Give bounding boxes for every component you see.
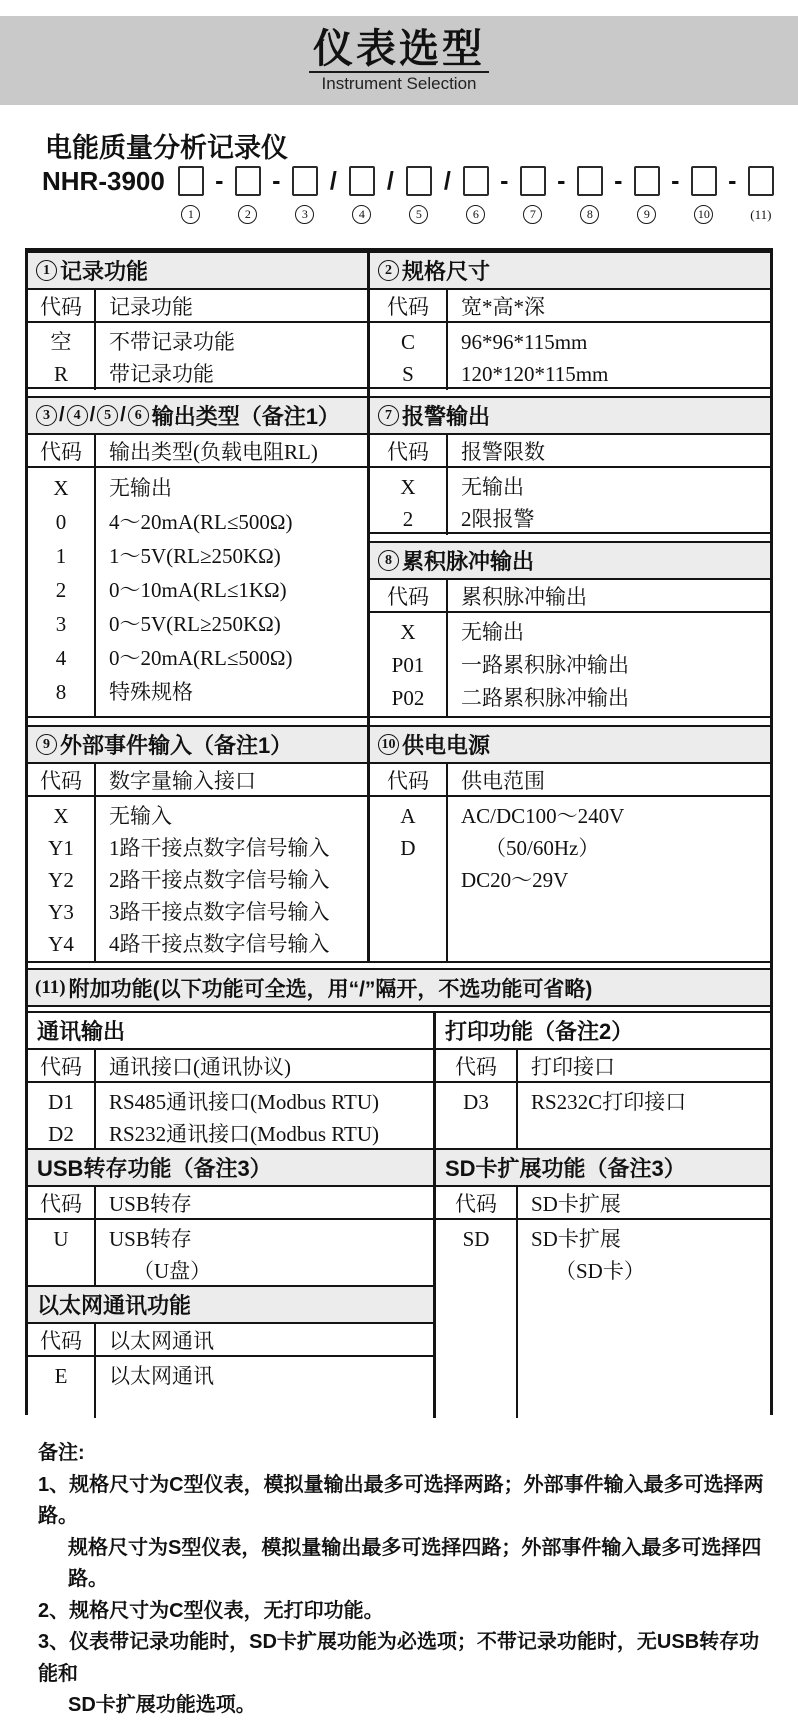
section-title-text: 通讯输出 bbox=[37, 1019, 126, 1044]
section-title bbox=[28, 970, 770, 1007]
desc-header: 累积脉冲输出 bbox=[461, 584, 587, 609]
model-separator: / bbox=[386, 167, 394, 195]
position-number: 9 bbox=[637, 205, 656, 224]
circled-number: 7 bbox=[378, 405, 399, 426]
table-group-bottom bbox=[28, 1011, 770, 1418]
code-header: 代码 bbox=[28, 435, 96, 466]
model-box bbox=[520, 166, 546, 196]
section-title-text: 输出类型（备注1） bbox=[151, 404, 340, 429]
page-banner bbox=[0, 16, 798, 105]
code-column bbox=[28, 797, 96, 961]
model-position-11 bbox=[747, 166, 775, 224]
code-value: C bbox=[400, 330, 415, 354]
footnote-line: 2、规格尺寸为C型仪表，无打印功能。 bbox=[38, 1599, 384, 1622]
model-position-1 bbox=[177, 166, 205, 224]
desc-column bbox=[448, 613, 770, 716]
desc-value: 1路干接点数字信号输入 bbox=[109, 836, 330, 860]
code-value: SD bbox=[462, 1227, 490, 1251]
code-column bbox=[28, 323, 96, 390]
desc-column bbox=[96, 468, 367, 716]
group-bottom-right-column bbox=[436, 1011, 770, 1418]
section-title-text: 附加功能(以下功能可全选，用“/”隔开，不选功能可省略) bbox=[68, 977, 593, 1001]
code-header: 代码 bbox=[28, 1187, 96, 1218]
section-ethernet bbox=[28, 1285, 433, 1418]
model-separator: - bbox=[500, 167, 509, 195]
desc-value: 3路干接点数字信号输入 bbox=[109, 900, 330, 924]
footnote-label: 备注: bbox=[38, 1442, 85, 1464]
section-title bbox=[28, 1287, 433, 1324]
desc-column bbox=[448, 468, 770, 535]
section-sd-card bbox=[436, 1148, 770, 1418]
desc-value: AC/DC100～240V bbox=[461, 804, 625, 828]
section-body bbox=[28, 1083, 433, 1150]
desc-column bbox=[518, 1083, 770, 1148]
product-title: 电能质量分析记录仪 bbox=[45, 133, 288, 163]
desc-value: 不带记录功能 bbox=[109, 330, 235, 354]
section-record-function bbox=[28, 251, 367, 389]
model-position-7 bbox=[519, 166, 547, 224]
title-separator: / bbox=[89, 404, 96, 426]
section-title bbox=[28, 253, 367, 290]
desc-header: USB转存 bbox=[109, 1191, 192, 1216]
desc-value: RS485通讯接口(Modbus RTU) bbox=[109, 1090, 380, 1114]
banner-subtitle: Instrument Selection bbox=[321, 73, 477, 93]
section-title bbox=[28, 1013, 433, 1050]
position-number: 1 bbox=[181, 205, 200, 224]
column-header-row bbox=[28, 1050, 433, 1083]
model-box bbox=[178, 166, 204, 196]
desc-value: 0～10mA(RL≤1KΩ) bbox=[109, 578, 287, 602]
selection-table bbox=[25, 248, 773, 1415]
desc-column bbox=[96, 323, 367, 390]
section-title bbox=[370, 543, 770, 580]
model-separator: - bbox=[215, 167, 224, 195]
section-body bbox=[436, 1220, 770, 1418]
column-header-row bbox=[370, 580, 770, 613]
section-output-type bbox=[28, 396, 367, 718]
column-header-row bbox=[28, 764, 367, 797]
column-header-row bbox=[28, 1187, 433, 1220]
section-title bbox=[28, 1150, 433, 1187]
desc-value: 二路累积脉冲输出 bbox=[461, 686, 629, 710]
model-name: NHR-3900 bbox=[42, 166, 165, 196]
section-external-event-input bbox=[28, 725, 367, 963]
desc-header: 通讯接口(通讯协议) bbox=[109, 1054, 291, 1079]
desc-header: SD卡扩展 bbox=[531, 1191, 621, 1216]
model-box bbox=[634, 166, 660, 196]
code-value: X bbox=[53, 476, 69, 500]
section-title bbox=[370, 398, 770, 435]
desc-value: 带记录功能 bbox=[109, 362, 214, 386]
model-box bbox=[349, 166, 375, 196]
section-body bbox=[436, 1083, 770, 1148]
section-title-text: SD卡扩展功能（备注3） bbox=[445, 1156, 686, 1181]
footnote-line: 规格尺寸为S型仪表，模拟量输出最多可选择四路；外部事件输入最多可选择四路。 bbox=[68, 1536, 762, 1590]
group-bottom-left-column bbox=[28, 1011, 436, 1418]
desc-value: 无输出 bbox=[109, 476, 172, 500]
position-number: 3 bbox=[295, 205, 314, 224]
code-value: 0 bbox=[55, 510, 67, 534]
code-value: D bbox=[400, 836, 416, 860]
section-alarm-output bbox=[370, 396, 770, 534]
code-value: 2 bbox=[55, 578, 67, 602]
model-position-3 bbox=[291, 166, 319, 224]
position-number: (11) bbox=[750, 206, 772, 222]
model-position-8 bbox=[576, 166, 604, 224]
section-title bbox=[436, 1013, 770, 1050]
model-box bbox=[691, 166, 717, 196]
circled-number: 10 bbox=[378, 734, 399, 755]
desc-value: 4路干接点数字信号输入 bbox=[109, 932, 330, 956]
title-separator: / bbox=[59, 404, 65, 426]
code-column bbox=[28, 1357, 96, 1418]
model-box bbox=[292, 166, 318, 196]
code-header: 代码 bbox=[370, 580, 448, 611]
code-header: 代码 bbox=[436, 1187, 518, 1218]
section-title-text: USB转存功能（备注3） bbox=[37, 1156, 272, 1181]
code-value: X bbox=[53, 804, 69, 828]
code-value: E bbox=[54, 1364, 68, 1388]
desc-header: 记录功能 bbox=[109, 294, 193, 319]
position-number: (11) bbox=[35, 976, 66, 998]
code-column bbox=[370, 468, 448, 535]
code-value: S bbox=[402, 362, 414, 386]
model-box bbox=[235, 166, 261, 196]
section-usb-transfer bbox=[28, 1148, 433, 1285]
desc-header: 输出类型(负载电阻RL) bbox=[109, 439, 318, 464]
circled-number: 4 bbox=[67, 405, 88, 426]
desc-header: 打印接口 bbox=[531, 1054, 615, 1079]
desc-header: 报警限数 bbox=[461, 439, 545, 464]
group-top-left-column bbox=[28, 251, 370, 963]
column-header-row bbox=[28, 1324, 433, 1357]
column-header-row bbox=[436, 1050, 770, 1083]
desc-value: 1～5V(RL≥250KΩ) bbox=[109, 544, 281, 568]
code-column bbox=[436, 1220, 518, 1418]
column-header-row bbox=[28, 435, 367, 468]
section-size-spec bbox=[370, 251, 770, 389]
title-separator: / bbox=[120, 404, 126, 426]
section-title bbox=[28, 727, 367, 764]
section-pulse-output bbox=[370, 541, 770, 718]
section-title bbox=[28, 398, 367, 435]
circled-number: 8 bbox=[378, 550, 399, 571]
footnote-line: 3、仪表带记录功能时，SD卡扩展功能为必选项；不带记录功能时，无USB转存功能和 bbox=[38, 1631, 760, 1685]
desc-value: 120*120*115mm bbox=[461, 362, 609, 386]
code-value: 2 bbox=[402, 507, 414, 531]
model-code-row bbox=[42, 166, 775, 224]
desc-value: 2路干接点数字信号输入 bbox=[109, 868, 330, 892]
section-body bbox=[28, 1357, 433, 1418]
table-group-top bbox=[28, 251, 770, 963]
desc-header: 供电范围 bbox=[461, 768, 545, 793]
code-column bbox=[28, 1220, 96, 1287]
group-top-right-column bbox=[370, 251, 770, 963]
model-separator: - bbox=[272, 167, 281, 195]
model-separator: - bbox=[728, 167, 737, 195]
desc-column bbox=[96, 1357, 433, 1418]
code-header: 代码 bbox=[28, 1050, 96, 1081]
desc-value: 一路累积脉冲输出 bbox=[461, 653, 629, 677]
model-position-10 bbox=[690, 166, 718, 224]
section-comm-output bbox=[28, 1011, 433, 1148]
section-body bbox=[370, 323, 770, 390]
column-header-row bbox=[436, 1187, 770, 1220]
desc-value: 0～20mA(RL≤500Ω) bbox=[109, 646, 293, 670]
code-value: 4 bbox=[55, 646, 67, 670]
section-title-text: 打印功能（备注2） bbox=[445, 1019, 634, 1044]
code-value: R bbox=[53, 362, 68, 386]
position-number: 2 bbox=[238, 205, 257, 224]
desc-value: USB转存 bbox=[109, 1227, 192, 1251]
section-title-text: 累积脉冲输出 bbox=[402, 549, 535, 574]
model-separator: - bbox=[614, 167, 623, 195]
section-title-text: 外部事件输入（备注1） bbox=[60, 733, 293, 758]
column-header-row bbox=[28, 290, 367, 323]
section-body bbox=[28, 323, 367, 390]
code-value: X bbox=[400, 620, 416, 644]
section-title bbox=[370, 727, 770, 764]
model-box bbox=[406, 166, 432, 196]
footnotes bbox=[38, 1438, 768, 1722]
column-header-row bbox=[370, 435, 770, 468]
desc-column bbox=[96, 797, 367, 961]
model-separator: / bbox=[329, 167, 337, 195]
code-header: 代码 bbox=[370, 290, 448, 321]
circled-number: 3 bbox=[36, 405, 57, 426]
desc-value: RS232C打印接口 bbox=[531, 1090, 687, 1114]
section-body bbox=[370, 468, 770, 535]
circled-number: 1 bbox=[36, 260, 57, 281]
footnote-line: SD卡扩展功能选项。 bbox=[68, 1694, 256, 1716]
model-position-6 bbox=[462, 166, 490, 224]
section-body bbox=[370, 797, 770, 961]
section-body bbox=[370, 613, 770, 716]
model-box bbox=[463, 166, 489, 196]
position-number: 8 bbox=[580, 205, 599, 224]
desc-column bbox=[518, 1220, 770, 1418]
code-value: Y1 bbox=[48, 836, 74, 860]
code-header: 代码 bbox=[28, 764, 96, 795]
desc-value: 无输入 bbox=[109, 804, 172, 828]
section-title bbox=[436, 1150, 770, 1187]
desc-value: DC20～29V bbox=[461, 868, 569, 892]
desc-value: 无输出 bbox=[461, 620, 524, 644]
model-box bbox=[577, 166, 603, 196]
position-number: 4 bbox=[352, 205, 371, 224]
code-column bbox=[28, 468, 96, 716]
desc-value: 无输出 bbox=[461, 475, 524, 499]
code-value: 空 bbox=[50, 330, 72, 354]
banner-title: 仪表选型 bbox=[309, 28, 489, 73]
code-value: Y4 bbox=[48, 932, 74, 956]
desc-column bbox=[96, 1220, 433, 1287]
column-header-row bbox=[370, 764, 770, 797]
desc-value: RS232通讯接口(Modbus RTU) bbox=[109, 1122, 380, 1146]
footnote-line: 1、规格尺寸为C型仪表，模拟量输出最多可选择两路；外部事件输入最多可选择两路。 bbox=[38, 1473, 764, 1527]
code-column bbox=[436, 1083, 518, 1148]
code-column bbox=[370, 613, 448, 716]
code-value: A bbox=[400, 804, 416, 828]
code-value: D3 bbox=[463, 1090, 489, 1114]
section-body bbox=[28, 797, 367, 961]
model-separator: - bbox=[557, 167, 566, 195]
circled-number: 9 bbox=[36, 734, 57, 755]
desc-header: 数字量输入接口 bbox=[109, 768, 256, 793]
position-number: 7 bbox=[523, 205, 542, 224]
desc-value: 96*96*115mm bbox=[461, 330, 588, 354]
desc-header: 以太网通讯 bbox=[109, 1328, 214, 1353]
code-value: D1 bbox=[48, 1090, 74, 1114]
code-value: P01 bbox=[391, 653, 425, 677]
code-value: X bbox=[400, 475, 416, 499]
section-print-function bbox=[436, 1011, 770, 1148]
model-separator: - bbox=[671, 167, 680, 195]
code-value: Y2 bbox=[48, 868, 74, 892]
code-column bbox=[370, 323, 448, 390]
desc-value: SD卡扩展 bbox=[531, 1227, 621, 1251]
position-number: 10 bbox=[694, 205, 713, 224]
code-header: 代码 bbox=[370, 435, 448, 466]
model-box bbox=[748, 166, 774, 196]
code-column bbox=[28, 1083, 96, 1150]
code-header: 代码 bbox=[370, 764, 448, 795]
code-value: Y3 bbox=[48, 900, 74, 924]
code-header: 代码 bbox=[436, 1050, 518, 1081]
section-title-text: 以太网通讯功能 bbox=[37, 1293, 192, 1318]
desc-value: 2限报警 bbox=[461, 507, 535, 531]
desc-value: （SD卡） bbox=[555, 1259, 645, 1283]
desc-value: 0～5V(RL≥250KΩ) bbox=[109, 612, 281, 636]
desc-value: 特殊规格 bbox=[109, 680, 193, 704]
position-number: 6 bbox=[466, 205, 485, 224]
desc-column bbox=[448, 797, 770, 961]
section-title-text: 记录功能 bbox=[60, 259, 149, 284]
section-body bbox=[28, 468, 367, 716]
desc-value: （50/60Hz） bbox=[485, 836, 600, 860]
desc-value: 以太网通讯 bbox=[109, 1364, 214, 1388]
section-title bbox=[370, 253, 770, 290]
position-number: 5 bbox=[409, 205, 428, 224]
circled-number: 5 bbox=[97, 405, 118, 426]
model-position-4 bbox=[348, 166, 376, 224]
desc-header: 宽*高*深 bbox=[461, 294, 545, 319]
code-value: U bbox=[53, 1227, 69, 1251]
desc-value: （U盘） bbox=[133, 1259, 212, 1283]
section-power-supply bbox=[370, 725, 770, 963]
desc-column bbox=[96, 1083, 433, 1150]
model-position-9 bbox=[633, 166, 661, 224]
column-header-row bbox=[370, 290, 770, 323]
code-value: P02 bbox=[391, 686, 425, 710]
code-value: D2 bbox=[48, 1122, 74, 1146]
code-value: 3 bbox=[55, 612, 67, 636]
code-column bbox=[370, 797, 448, 961]
model-position-2 bbox=[234, 166, 262, 224]
desc-column bbox=[448, 323, 770, 390]
circled-number: 6 bbox=[128, 405, 149, 426]
section-title-text: 报警输出 bbox=[402, 404, 491, 429]
desc-value: 4～20mA(RL≤500Ω) bbox=[109, 510, 293, 534]
section-title-text: 供电电源 bbox=[402, 733, 491, 758]
code-header: 代码 bbox=[28, 290, 96, 321]
code-value: 8 bbox=[55, 680, 67, 704]
section-additional-functions bbox=[28, 968, 770, 1006]
code-value: 1 bbox=[55, 544, 67, 568]
section-body bbox=[28, 1220, 433, 1287]
model-position-5 bbox=[405, 166, 433, 224]
circled-number: 2 bbox=[378, 260, 399, 281]
model-separator: / bbox=[443, 167, 451, 195]
section-title-text: 规格尺寸 bbox=[402, 259, 491, 284]
code-header: 代码 bbox=[28, 1324, 96, 1355]
